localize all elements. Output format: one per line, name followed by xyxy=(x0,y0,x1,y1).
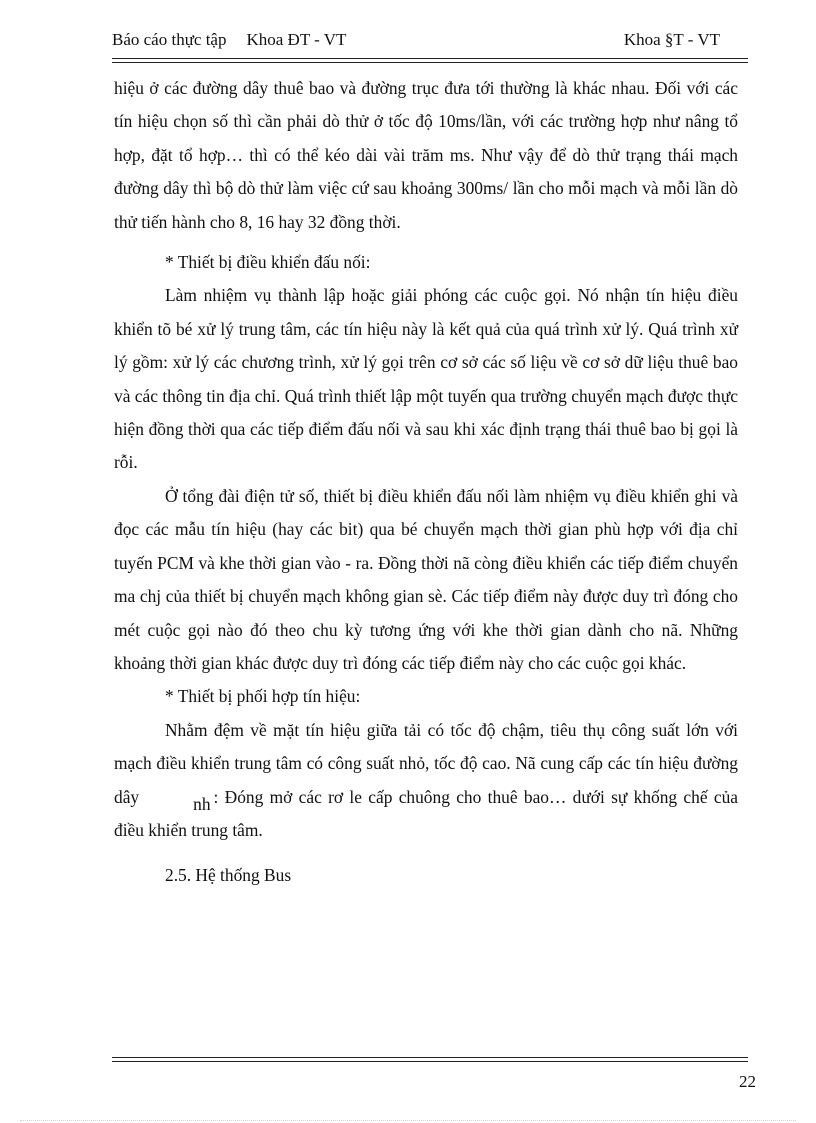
page-edge-dotted-line xyxy=(20,1120,796,1121)
section-heading: 2.5. Hệ thống Bus xyxy=(165,865,292,886)
header-department-right: Khoa §T - VT xyxy=(623,30,720,49)
paragraph-digital-exchange: Ở tổng đài điện tử số, thiết bị điều khiển đấu nối làm nhiệm vụ điều khiển ghi và đọc các mẫu tín hiệu (hay các bit) qua bé chuyển mạch thời gian phù hợp với địa chỉ tuyến PCM và khe thời gian vào - ra. Đồng thời nã còng điều khiển các tiếp điểm chuyển ma chj của thiết bị chuyển mạch không gian sè. Các tiếp điểm này được duy trì đóng cho mét cuộc gọi nào đó theo chu kỳ tương ứng với khe thời gian dành cho nã. Những khoảng thời gian khác được duy trì đóng các tiếp điểm này cho các cuộc gọi khác. xyxy=(114,485,738,673)
footer-divider xyxy=(112,1057,748,1062)
paragraph-text-before: Nhằm đệm về mặt tín hiệu giữa tải có tốc độ chậm, tiêu thụ công suất lớn với mạch điều khiển trung tâm có công suất nhỏ, tốc độ cao. Nã cung cấp các tín hiệu đường dây xyxy=(114,719,738,807)
paragraph-continuation: hiệu ở các đường dây thuê bao và đường trục đưa tới thường là khác nhau. Đối với các tín hiệu chọn số thì cần phải dò thử ở tốc độ 10ms/lần, với các trường hợp như nâng tổ hợp, đặt tổ hợp… thì có thể kéo dài vài trăm ms. Như vậy để dò thử trạng thái mạch đường dây thì bộ dò thử làm việc cứ sau khoảng 300ms/ lần cho mỗi mạch và mỗi lần dò thử tiến hành cho 8, 16 hay 32 đồng thời. xyxy=(114,78,738,232)
header-department-left: Khoa ĐT - VT xyxy=(246,30,347,49)
page-header xyxy=(112,30,748,54)
page-number: 22 xyxy=(739,1072,756,1091)
paragraph-signal-coordination xyxy=(114,714,738,848)
subheading-signal-coordination: * Thiết bị phối hợp tín hiệu: xyxy=(165,686,361,707)
paragraph-connection-control: Làm nhiệm vụ thành lập hoặc giải phóng các cuộc gọi. Nó nhận tín hiệu điều khiển tõ bé xử lý trung tâm, các tín hiệu này là kết quả của quá trình xử lý. Quá trình xử lý gồm: xử lý các chương trình, xử lý gọi trên cơ sở các số liệu về cơ sở dữ liệu thuê bao và các thông tin địa chỉ. Quá trình thiết lập một tuyến qua trường chuyển mạch được thực hiện đồng thời qua các tiếp điểm đấu nối và sau khi xác định trạng thái thuê bao bị gọi là rỗi. xyxy=(114,285,738,473)
document-body xyxy=(114,72,738,893)
header-left xyxy=(112,30,346,50)
subscript-label: nh xyxy=(193,793,211,814)
header-divider xyxy=(112,58,748,63)
paragraph-text-after: : Đóng mở các rơ le cấp chuông cho thuê bao… dưới sự khống chế của điều khiển trung tâm. xyxy=(114,786,738,840)
subheading-connection-control: * Thiết bị điều khiển đấu nối: xyxy=(165,252,371,273)
header-report-title: Báo cáo thực tập xyxy=(112,30,227,49)
